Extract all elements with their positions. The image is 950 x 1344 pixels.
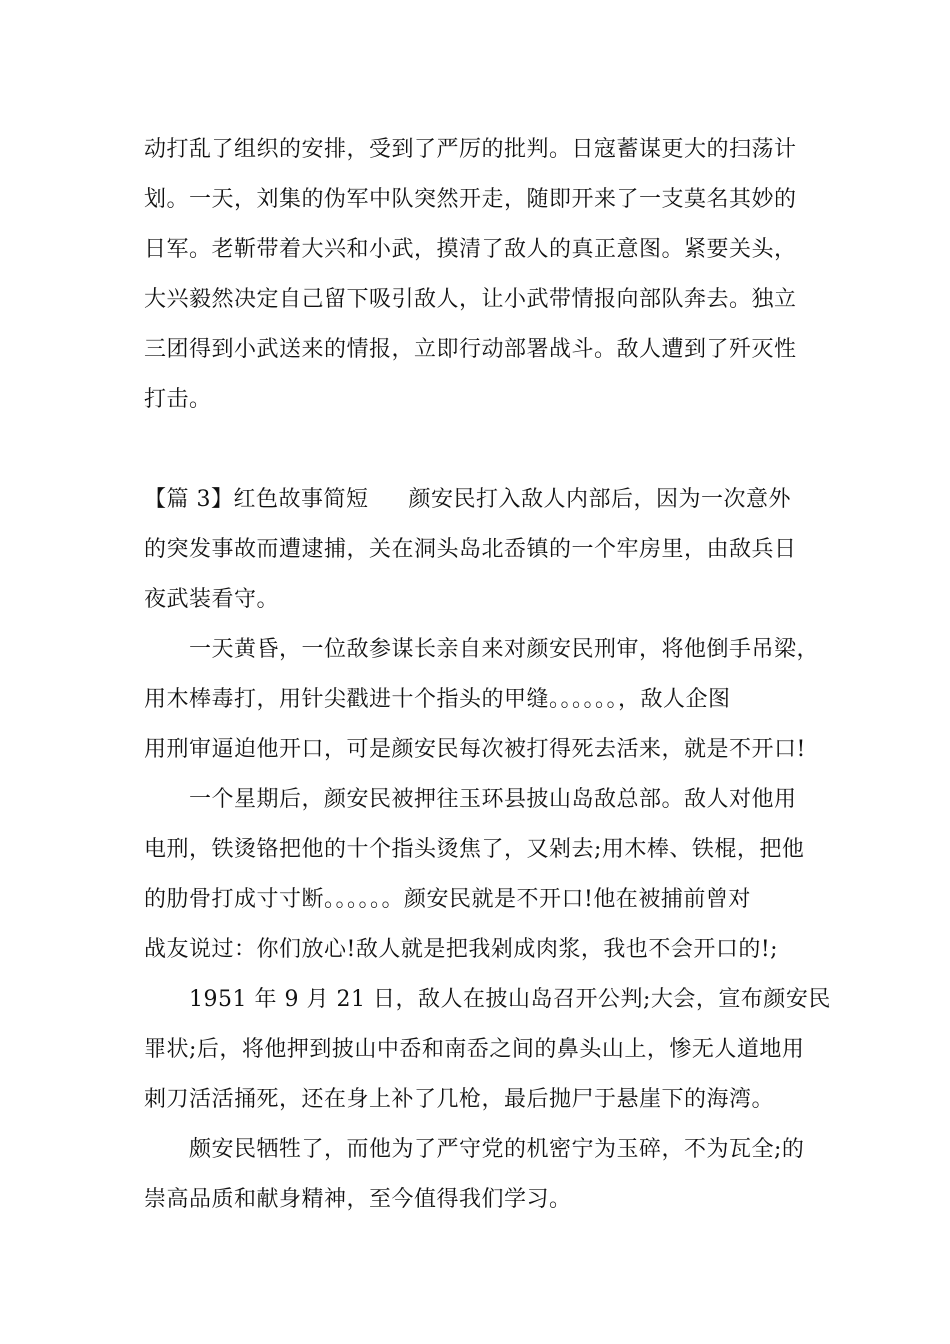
text-line: 颇安民牺牲了，而他为了严守党的机密宁为玉碎，不为瓦全;的 xyxy=(189,1137,805,1162)
section-heading: 【篇 3】红色故事简短 xyxy=(144,487,369,512)
text-line: 一个星期后，颜安民被押往玉环县披山岛敌总部。敌人对他用 xyxy=(189,787,797,812)
text-line: 用木棒毒打，用针尖戳进十个指头的甲缝。。。。。。，敌人企图 xyxy=(144,687,731,712)
text-line: 打击。 xyxy=(144,387,212,412)
text-line: 夜武装看守。 xyxy=(144,587,280,612)
text-line: 一天黄昏，一位敌参谋长亲自来对颜安民刑审，将他倒手吊梁， xyxy=(189,637,820,662)
text-line: 的肋骨打成寸寸断。。。。。。颜安民就是不开口!他在被捕前曾对 xyxy=(144,887,751,912)
text-line: 刺刀活活捅死，还在身上补了几枪，最后抛尸于悬崖下的海湾。 xyxy=(144,1087,775,1112)
text-line: 日军。老靳带着大兴和小武，摸清了敌人的真正意图。紧要关头， xyxy=(144,237,797,262)
text-line: 划。一天，刘集的伪军中队突然开走，随即开来了一支莫名其妙的 xyxy=(144,187,797,212)
text-line: 用刑审逼迫他开口，可是颜安民每次被打得死去活来，就是不开口! xyxy=(144,737,806,762)
text-line: 崇高品质和献身精神，至今值得我们学习。 xyxy=(144,1187,572,1212)
text-line: 电刑，铁烫铬把他的十个指头烫焦了，又剁去;用木棒、铁棍，把他 xyxy=(144,837,805,862)
text-line: 战友说过：你们放心!敌人就是把我剁成肉浆，我也不会开口的!; xyxy=(144,937,779,962)
text-line: 大兴毅然决定自己留下吸引敌人，让小武带情报向部队奔去。独立 xyxy=(144,287,797,312)
text-line: 1951 年 9 月 21 日，敌人在披山岛召开公判;大会，宣布颜安民 xyxy=(189,987,831,1012)
section-heading-line xyxy=(144,485,791,515)
text-line: 的突发事故而遭逮捕，关在洞头岛北岙镇的一个牢房里，由敌兵日 xyxy=(144,537,797,562)
text-line: 罪状;后，将他押到披山中岙和南岙之间的鼻头山上，惨无人道地用 xyxy=(144,1037,805,1062)
text-line: 三团得到小武送来的情报，立即行动部署战斗。敌人遭到了歼灭性 xyxy=(144,337,797,362)
text-line: 动打乱了组织的安排，受到了严厉的批判。日寇蓄谋更大的扫荡计 xyxy=(144,137,797,162)
text-line: 颜安民打入敌人内部后，因为一次意外 xyxy=(408,487,792,512)
